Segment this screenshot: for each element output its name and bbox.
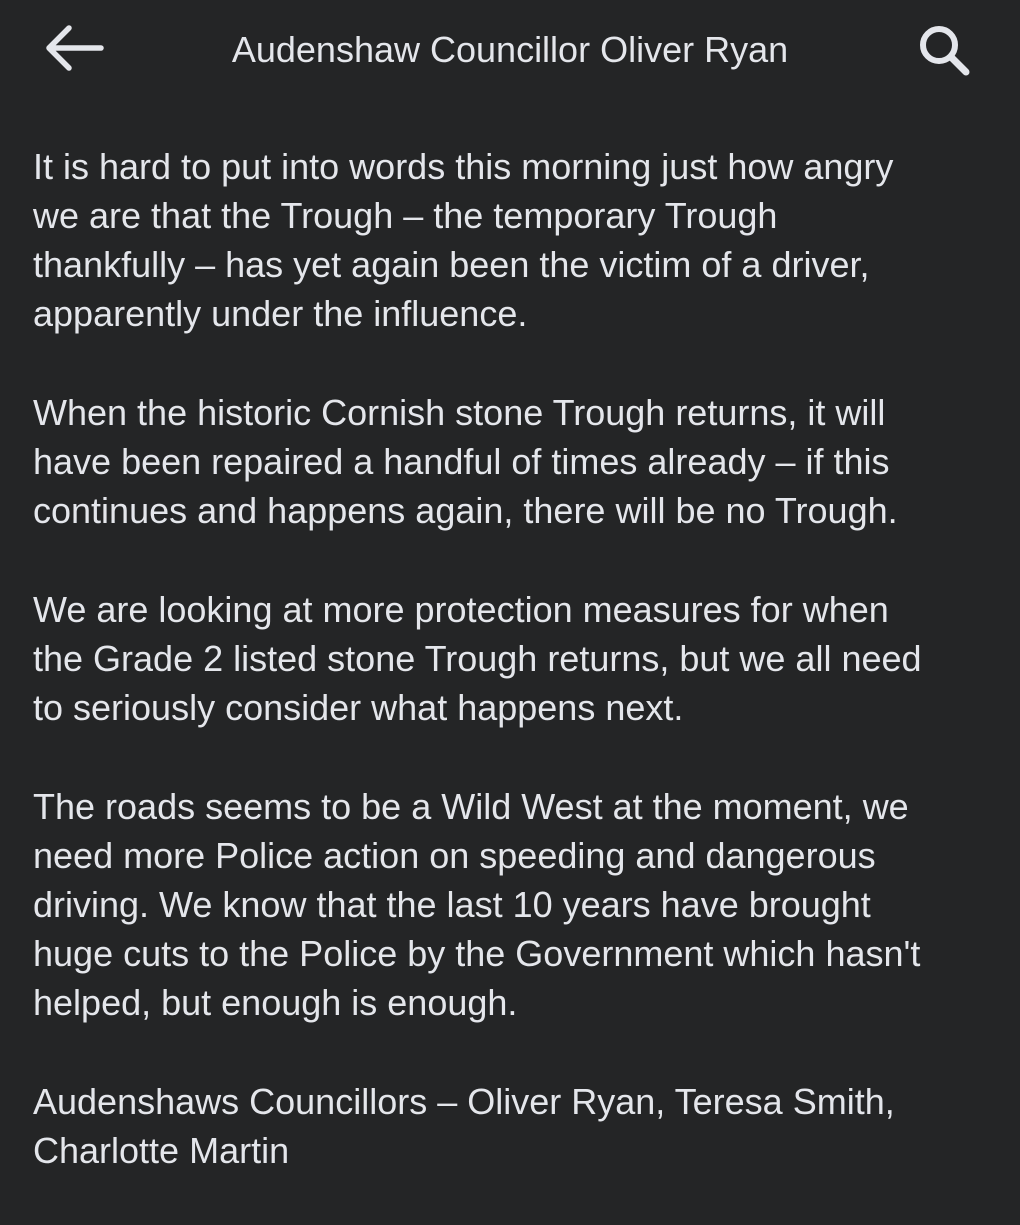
post-paragraph: When the historic Cornish stone Trough returns, it will have been repaired a handful of times already – if this continues and happens again, there will be no Trough. (33, 392, 898, 531)
search-icon (916, 22, 972, 83)
top-app-bar (0, 0, 1020, 100)
search-button[interactable] (908, 20, 980, 84)
post-paragraph: We are looking at more protection measures for when the Grade 2 listed stone Trough returns, but we all need to seriously consider what happens next. (33, 589, 922, 728)
post-paragraph: The roads seems to be a Wild West at the moment, we need more Police action on speeding and dangerous driving. We know that the last 10 years have brought huge cuts to the Police by the Government which hasn't helped, but enough is enough. (33, 786, 921, 1023)
post-body (33, 142, 993, 1225)
back-button[interactable] (40, 20, 110, 80)
page-title: Audenshaw Councillor Oliver Ryan (231, 29, 789, 70)
post-signature: Audenshaws Councillors – Oliver Ryan, Teresa Smith, Charlotte Martin (33, 1081, 895, 1171)
arrow-left-icon (45, 23, 105, 78)
post-paragraph: It is hard to put into words this morning just how angry we are that the Trough – the temporary Trough thankfully – has yet again been the victim of a driver, apparently under the influence. (33, 146, 894, 334)
